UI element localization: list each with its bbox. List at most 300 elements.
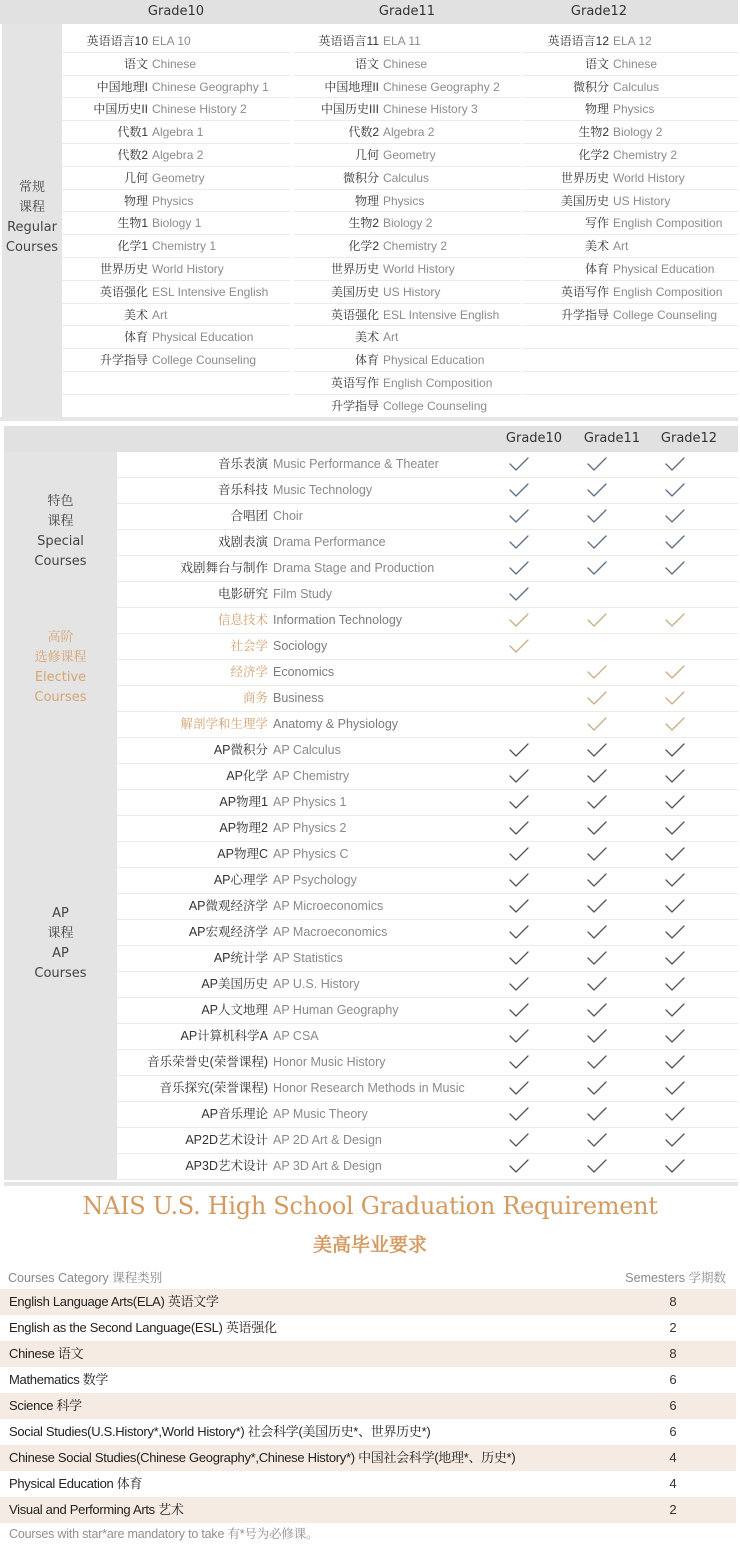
requirement-semesters: 8 <box>669 1294 677 1309</box>
course-name-en: Physics <box>152 193 194 208</box>
course-name-en: Choir <box>273 509 303 523</box>
checkmark-icon <box>508 897 530 915</box>
course-name-en: Business <box>273 691 324 705</box>
checkmark-icon <box>664 715 686 733</box>
course-row <box>62 212 290 235</box>
checkmark-icon <box>586 1157 608 1175</box>
course-name-en: AP Macroeconomics <box>273 925 388 939</box>
checkmark-icon <box>508 1157 530 1175</box>
requirement-semesters: 4 <box>669 1450 677 1465</box>
course-name-zh: 世界历史 <box>560 170 609 185</box>
course-name-zh: 经济学 <box>230 665 268 679</box>
checkmark-icon <box>508 481 530 499</box>
course-name-en: AP Physics 2 <box>273 821 347 835</box>
checkmark-icon <box>586 533 608 551</box>
course-name-zh: 物理 <box>354 193 379 208</box>
course-name-zh: 升学指导 <box>330 398 379 413</box>
course-row <box>293 53 521 76</box>
checkmark-icon <box>508 507 530 525</box>
course-row <box>117 946 738 972</box>
course-row <box>117 712 738 738</box>
requirement-category: Mathematics 数学 <box>9 1372 109 1387</box>
course-row <box>293 98 521 121</box>
course-name-zh: 几何 <box>123 170 148 185</box>
checkmark-icon <box>508 1131 530 1149</box>
course-name-en: Chinese <box>613 56 658 71</box>
checkmark-icon <box>586 767 608 785</box>
checkmark-icon <box>664 845 686 863</box>
checkmark-icon <box>508 845 530 863</box>
checkmark-icon <box>664 559 686 577</box>
grade11-course-column <box>293 30 521 418</box>
requirement-semesters: 2 <box>669 1320 677 1335</box>
checkmark-icon <box>586 611 608 629</box>
category-label-line: 课程 <box>47 514 74 529</box>
checkmark-icon <box>586 793 608 811</box>
course-name-zh: 物理 <box>584 102 609 117</box>
checkmark-icon <box>664 1157 686 1175</box>
requirement-row <box>0 1419 736 1445</box>
course-name-en: Physical Education <box>613 261 715 276</box>
course-name-en: Algebra 2 <box>152 147 204 162</box>
course-name-en: English Composition <box>613 284 723 299</box>
course-row <box>117 920 738 946</box>
course-name-en: Geometry <box>383 147 436 162</box>
course-row <box>293 326 521 349</box>
course-name-zh: AP2D艺术设计 <box>185 1133 268 1147</box>
checkmark-icon <box>586 1001 608 1019</box>
course-name-zh: 化学2 <box>578 147 609 162</box>
checkmark-icon <box>586 819 608 837</box>
ap-course-rows <box>117 738 738 1180</box>
course-name-zh: AP物理C <box>217 847 268 861</box>
course-row <box>117 868 738 894</box>
course-name-zh: 信息技术 <box>217 613 268 627</box>
graduation-requirements-table <box>0 1289 740 1523</box>
checkmark-icon <box>664 793 686 811</box>
course-name-zh: 世界历史 <box>330 261 379 276</box>
course-row <box>117 1050 738 1076</box>
checkmark-icon <box>664 689 686 707</box>
course-row <box>523 349 738 372</box>
course-row <box>117 686 738 712</box>
course-name-zh: 美术 <box>354 330 379 345</box>
checkmark-icon <box>664 1105 686 1123</box>
course-name-en: Biology 2 <box>383 216 433 231</box>
checkmark-icon <box>664 1027 686 1045</box>
checkmark-icon <box>664 871 686 889</box>
checkmark-icon <box>508 637 530 655</box>
course-name-zh: AP物理2 <box>219 821 268 835</box>
category-zh-line1: 常规 <box>18 180 45 195</box>
course-name-zh: AP人文地理 <box>201 1003 268 1017</box>
course-name-en: Sociology <box>273 639 328 653</box>
course-name-en: AP 3D Art & Design <box>273 1159 382 1173</box>
checkmark-icon <box>586 715 608 733</box>
checkmark-icon <box>664 1079 686 1097</box>
course-name-zh: 语文 <box>584 56 609 71</box>
checkmark-icon <box>586 1105 608 1123</box>
course-name-zh: 升学指导 <box>99 353 148 368</box>
course-name-en: Geometry <box>152 170 205 185</box>
course-name-en: AP Statistics <box>273 951 343 965</box>
requirement-row <box>0 1367 736 1393</box>
requirement-row <box>0 1471 736 1497</box>
course-name-en: AP Music Theory <box>273 1107 368 1121</box>
checkmark-icon <box>508 1079 530 1097</box>
course-name-en: ELA 11 <box>383 34 421 48</box>
graduation-header-row <box>0 1264 740 1288</box>
checkmark-icon <box>664 663 686 681</box>
course-row <box>293 190 521 213</box>
category-label-line: AP <box>52 906 69 921</box>
course-name-zh: AP微积分 <box>213 743 268 757</box>
course-row <box>62 144 290 167</box>
course-name-en: Drama Stage and Production <box>273 561 435 575</box>
course-name-en: AP 2D Art & Design <box>273 1133 382 1147</box>
course-name-zh: 世界历史 <box>99 261 148 276</box>
course-name-en: Algebra 1 <box>152 125 204 140</box>
course-row <box>62 258 290 281</box>
graduation-title: NAIS U.S. High School Graduation Requirement <box>82 1192 658 1220</box>
course-row <box>293 372 521 395</box>
course-row <box>523 304 738 327</box>
checkmark-icon <box>508 559 530 577</box>
checkmark-icon <box>508 1053 530 1071</box>
checkmark-icon <box>664 975 686 993</box>
course-row <box>523 258 738 281</box>
course-row <box>293 235 521 258</box>
course-name-zh: 戏剧舞台与制作 <box>180 561 268 575</box>
course-name-zh: AP物理1 <box>219 795 268 809</box>
ap-category-cell <box>4 738 117 1180</box>
checkmark-icon <box>508 1001 530 1019</box>
elective-course-rows <box>117 608 738 738</box>
requirement-row <box>0 1315 736 1341</box>
category-label-line: Courses <box>34 966 87 981</box>
course-row <box>523 30 738 53</box>
course-row <box>117 478 738 504</box>
category-zh-line2: 课程 <box>18 200 45 215</box>
checkmark-icon <box>586 923 608 941</box>
course-name-zh: AP统计学 <box>213 951 268 965</box>
checkmark-icon <box>508 819 530 837</box>
course-name-zh: 英语强化 <box>99 284 148 299</box>
course-name-zh: 解剖学和生理学 <box>180 717 268 731</box>
course-name-en: Music Technology <box>273 483 373 497</box>
course-row <box>117 530 738 556</box>
course-row <box>293 144 521 167</box>
course-name-zh: 代数1 <box>117 125 148 140</box>
course-name-en: US History <box>383 284 441 299</box>
course-row <box>117 452 738 478</box>
offerings-grade-header-row <box>4 426 738 452</box>
course-name-en: Art <box>152 307 168 322</box>
course-row <box>117 998 738 1024</box>
checkmark-icon <box>508 611 530 629</box>
checkmark-icon <box>664 741 686 759</box>
category-label-line: Elective <box>34 670 87 685</box>
course-row <box>117 1076 738 1102</box>
course-name-zh: 音乐科技 <box>217 483 268 497</box>
course-row <box>523 98 738 121</box>
checkmark-icon <box>508 741 530 759</box>
grade10-header: Grade10 <box>505 431 563 446</box>
course-row <box>117 608 738 634</box>
checkmark-icon <box>664 767 686 785</box>
course-row <box>62 167 290 190</box>
course-row <box>293 167 521 190</box>
requirement-semesters: 6 <box>669 1398 677 1413</box>
checkmark-icon <box>664 1053 686 1071</box>
graduation-subtitle: 美高毕业要求 <box>312 1235 427 1256</box>
course-name-zh: 音乐探究(荣誉课程) <box>159 1081 268 1095</box>
checkmark-icon <box>664 949 686 967</box>
requirement-category: Chinese 语文 <box>9 1346 84 1361</box>
course-row <box>117 1128 738 1154</box>
course-name-zh: 生物1 <box>117 216 148 231</box>
checkmark-icon <box>508 455 530 473</box>
course-name-en: ELA 12 <box>613 34 652 48</box>
course-row <box>62 121 290 144</box>
checkmark-icon <box>664 481 686 499</box>
course-name-en: Calculus <box>383 170 430 185</box>
course-name-en: Economics <box>273 665 335 679</box>
course-name-en: Chinese Geography 2 <box>383 79 500 94</box>
course-name-zh: AP化学 <box>226 769 268 783</box>
course-name-zh: 化学1 <box>117 239 148 254</box>
elective-courses-group <box>4 608 738 738</box>
checkmark-icon <box>664 897 686 915</box>
course-row <box>117 660 738 686</box>
course-name-zh: 几何 <box>354 147 379 162</box>
grade12-course-column <box>523 30 738 418</box>
checkmark-icon <box>586 897 608 915</box>
requirement-row <box>0 1341 736 1367</box>
special-course-rows <box>117 452 738 608</box>
checkmark-icon <box>508 767 530 785</box>
course-row <box>62 304 290 327</box>
course-row <box>62 76 290 99</box>
course-name-en: Honor Music History <box>273 1055 386 1069</box>
course-row <box>117 504 738 530</box>
course-name-en: AP Human Geography <box>273 1003 399 1017</box>
course-row <box>523 167 738 190</box>
course-row <box>62 281 290 304</box>
course-row <box>62 349 290 372</box>
checkmark-icon <box>508 585 530 603</box>
course-name-zh: AP计算机科学A <box>180 1029 268 1043</box>
grade11-header: Grade11 <box>378 4 436 19</box>
course-row <box>117 582 738 608</box>
course-row <box>523 121 738 144</box>
course-row <box>62 98 290 121</box>
course-row <box>117 764 738 790</box>
header-courses-category: Courses Category 课程类别 <box>8 1271 163 1285</box>
requirement-category: English as the Second Language(ESL) 英语强化 <box>9 1320 277 1335</box>
course-row <box>62 395 290 418</box>
requirement-semesters: 2 <box>669 1502 677 1517</box>
course-name-zh: 音乐表演 <box>217 457 268 471</box>
requirement-category: Visual and Performing Arts 艺术 <box>9 1502 184 1517</box>
course-name-en: Chemistry 2 <box>383 239 448 254</box>
category-label-line: 选修课程 <box>34 650 87 665</box>
requirement-row <box>0 1445 736 1471</box>
course-name-zh: 英语写作 <box>560 284 609 299</box>
category-label-line: 高阶 <box>47 630 74 645</box>
course-name-zh: 生物2 <box>578 125 609 140</box>
course-row <box>523 76 738 99</box>
checkmark-icon <box>586 689 608 707</box>
checkmark-icon <box>508 1105 530 1123</box>
course-name-en: Physics <box>383 193 425 208</box>
course-name-en: AP CSA <box>273 1029 319 1043</box>
course-row <box>62 326 290 349</box>
course-row <box>523 372 738 395</box>
course-name-zh: 微积分 <box>342 170 379 185</box>
course-row <box>117 634 738 660</box>
course-name-zh: 代数2 <box>117 147 148 162</box>
course-name-en: Chinese History 3 <box>383 102 478 117</box>
course-name-en: AP Chemistry <box>273 769 350 783</box>
course-name-zh: 物理 <box>123 193 148 208</box>
course-name-en: Film Study <box>273 587 333 601</box>
checkmark-icon <box>586 663 608 681</box>
category-label-line: 特色 <box>47 494 74 509</box>
course-row <box>523 326 738 349</box>
course-name-en: AP Physics C <box>273 847 349 861</box>
course-row <box>523 235 738 258</box>
course-name-zh: 体育 <box>123 330 148 345</box>
checkmark-icon <box>664 819 686 837</box>
requirement-category: Chinese Social Studies(Chinese Geography*,Chinese History*) 中国社会科学(地理*、历史*) <box>9 1450 516 1465</box>
checkmark-icon <box>508 975 530 993</box>
course-row <box>293 304 521 327</box>
course-row <box>293 121 521 144</box>
course-name-en: English Composition <box>383 375 493 390</box>
course-row <box>293 258 521 281</box>
requirement-semesters: 8 <box>669 1346 677 1361</box>
course-name-zh: 中国历史III <box>320 102 379 117</box>
course-name-zh: AP微观经济学 <box>188 899 268 913</box>
category-en-line1: Regular <box>7 220 57 235</box>
course-name-en: Chemistry 2 <box>613 147 678 162</box>
checkmark-icon <box>508 923 530 941</box>
requirement-row <box>0 1393 736 1419</box>
course-name-en: College Counseling <box>383 398 488 413</box>
checkmark-icon <box>508 533 530 551</box>
regular-courses-table <box>0 0 740 420</box>
course-name-en: Chinese <box>152 56 197 71</box>
course-row <box>523 395 738 418</box>
course-row <box>117 556 738 582</box>
category-label-line: AP <box>52 946 69 961</box>
requirement-category: English Language Arts(ELA) 英语文学 <box>9 1294 219 1309</box>
elective-category-cell <box>4 608 117 738</box>
checkmark-icon <box>586 1053 608 1071</box>
checkmark-icon <box>664 533 686 551</box>
checkmark-icon <box>586 507 608 525</box>
course-name-en: AP Calculus <box>273 743 341 757</box>
checkmark-icon <box>508 793 530 811</box>
course-row <box>117 1102 738 1128</box>
category-label-line: Special <box>37 534 84 549</box>
course-name-zh: AP心理学 <box>213 873 268 887</box>
course-row <box>117 972 738 998</box>
special-courses-group <box>4 452 738 608</box>
course-name-zh: 商务 <box>242 691 268 705</box>
requirement-row <box>0 1289 736 1315</box>
course-name-en: Physical Education <box>152 330 254 345</box>
course-name-zh: AP美国历史 <box>201 977 268 991</box>
course-name-zh: 英语写作 <box>330 375 379 390</box>
course-row <box>62 235 290 258</box>
course-name-en: US History <box>613 193 671 208</box>
course-name-zh: AP3D艺术设计 <box>185 1159 268 1173</box>
course-name-en: Algebra 2 <box>383 125 435 140</box>
course-row <box>62 53 290 76</box>
course-name-zh: 美国历史 <box>560 193 609 208</box>
course-name-en: English Composition <box>613 216 723 231</box>
course-name-zh: 代数2 <box>348 125 379 140</box>
course-name-en: AP Psychology <box>273 873 357 887</box>
course-name-en: Chinese <box>383 56 428 71</box>
course-row <box>117 894 738 920</box>
grade10-header: Grade10 <box>147 4 205 19</box>
checkmark-icon <box>586 559 608 577</box>
course-name-zh: 美国历史 <box>330 284 379 299</box>
checkmark-icon <box>508 949 530 967</box>
category-label-line: Courses <box>34 690 87 705</box>
course-name-zh: 美术 <box>123 307 148 322</box>
course-name-zh: 生物2 <box>348 216 379 231</box>
requirement-semesters: 6 <box>669 1372 677 1387</box>
requirement-semesters: 4 <box>669 1476 677 1491</box>
course-name-zh: 化学2 <box>348 239 379 254</box>
course-row <box>293 30 521 53</box>
checkmark-icon <box>586 1027 608 1045</box>
course-name-en: Calculus <box>613 79 660 94</box>
grade12-header: Grade12 <box>570 4 628 19</box>
course-name-zh: 音乐荣誉史(荣誉课程) <box>147 1055 268 1069</box>
table-divider <box>0 417 738 421</box>
course-name-zh: 写作 <box>584 216 609 231</box>
course-row <box>293 349 521 372</box>
course-row <box>293 281 521 304</box>
course-name-zh: 英语语言12 <box>547 34 609 48</box>
course-name-zh: 体育 <box>354 353 379 368</box>
course-name-zh: 戏剧表演 <box>217 535 268 549</box>
checkmark-icon <box>586 975 608 993</box>
course-name-zh: 英语语言11 <box>318 34 379 48</box>
course-name-en: College Counseling <box>152 353 257 368</box>
course-name-zh: 美术 <box>584 239 609 254</box>
course-name-zh: 体育 <box>584 261 609 276</box>
checkmark-icon <box>586 455 608 473</box>
checkmark-icon <box>586 949 608 967</box>
mandatory-note: Courses with star*are mandatory to take 有*号为必修课。 <box>9 1527 319 1541</box>
grade12-header: Grade12 <box>660 431 718 446</box>
course-name-en: ESL Intensive English <box>383 307 500 322</box>
course-name-zh: 中国地理II <box>324 79 379 94</box>
course-name-en: Honor Research Methods in Music <box>273 1081 465 1095</box>
course-name-zh: 电影研究 <box>217 587 268 601</box>
category-label-line: 课程 <box>47 926 74 941</box>
course-name-zh: 中国历史II <box>93 102 148 117</box>
grade10-course-column <box>62 30 290 418</box>
course-name-en: Physical Education <box>383 353 485 368</box>
course-row <box>117 790 738 816</box>
